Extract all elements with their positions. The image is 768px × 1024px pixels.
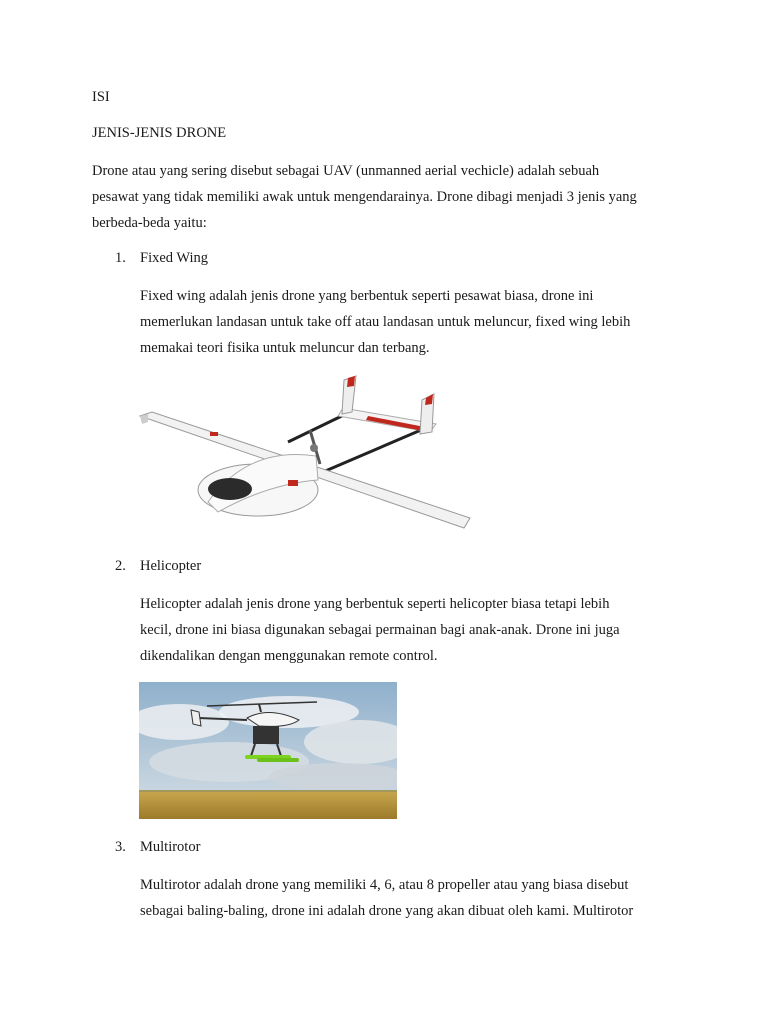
item-title-fixed-wing: Fixed Wing (140, 250, 209, 266)
intro-line: berbeda-beda yaitu: (92, 215, 207, 231)
intro-line: Drone atau yang sering disebut sebagai UAV (unmanned aerial vechicle) adalah sebuah (92, 163, 600, 179)
paragraph-line: memerlukan landasan untuk take off atau landasan untuk meluncur, fixed wing lebih (140, 314, 631, 330)
section-heading: JENIS-JENIS DRONE (92, 125, 227, 141)
fixed-wing-drone-photo (138, 372, 474, 532)
paragraph-line: dikendalikan dengan menggunakan remote control. (140, 648, 438, 664)
paragraph-line: sebagai baling-baling, drone ini adalah drone yang akan dibuat oleh kami. Multirotor (140, 903, 634, 919)
paragraph-line: Helicopter adalah jenis drone yang berbentuk seperti helicopter biasa tetapi lebih (140, 596, 610, 612)
intro-line: pesawat yang tidak memiliki awak untuk mengendarainya. Drone dibagi menjadi 3 jenis yang (92, 189, 637, 205)
helicopter-drone-photo (139, 682, 397, 819)
intro-paragraph (92, 158, 637, 236)
item-paragraph-helicopter (140, 591, 620, 669)
item-paragraph-fixed-wing (140, 283, 630, 361)
item-title-helicopter: Helicopter (140, 558, 202, 574)
item-paragraph-multirotor (140, 872, 633, 924)
item-title-multirotor: Multirotor (140, 839, 201, 855)
paragraph-line: memakai teori fisika untuk meluncur dan terbang. (140, 340, 430, 356)
list-number: 1. (115, 250, 126, 266)
paragraph-line: kecil, drone ini biasa digunakan sebagai permainan bagi anak-anak. Drone ini juga (140, 622, 620, 638)
paragraph-line: Multirotor adalah drone yang memiliki 4, 6, atau 8 propeller atau yang biasa disebut (140, 877, 629, 893)
heading-isi: ISI (92, 89, 110, 105)
list-number: 2. (115, 558, 126, 574)
paragraph-line: Fixed wing adalah jenis drone yang berbentuk seperti pesawat biasa, drone ini (140, 288, 594, 304)
list-number: 3. (115, 839, 126, 855)
